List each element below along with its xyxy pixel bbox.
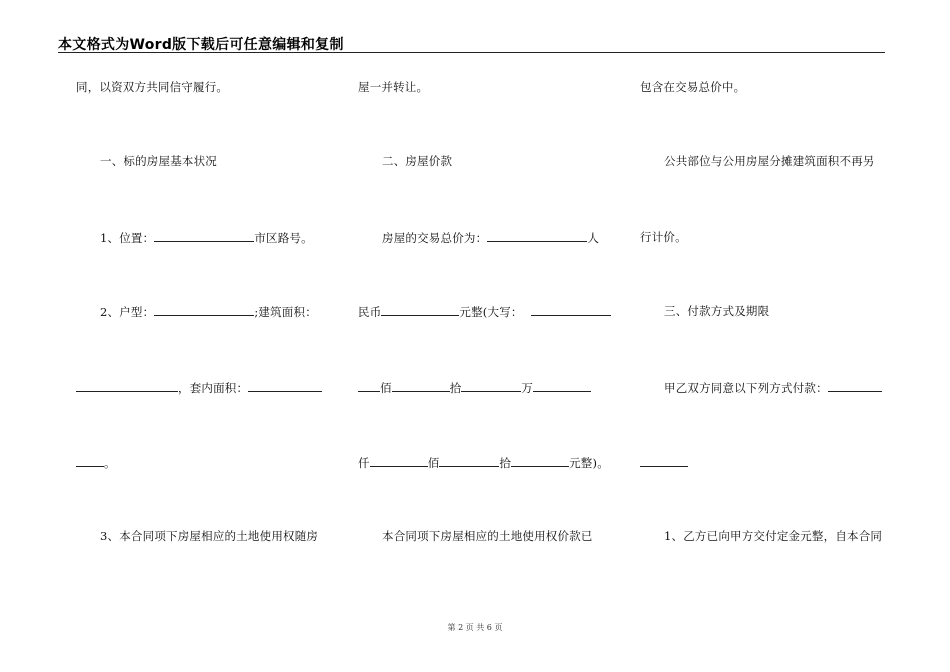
- middle-line-1: 屋一并转让。: [358, 80, 429, 94]
- position-label: 1、位置：: [100, 231, 155, 245]
- middle-line-6: [358, 455, 609, 470]
- capital-blank[interactable]: [531, 304, 611, 316]
- shi-label: 拾: [449, 381, 462, 395]
- layout-label: 2、户型：: [100, 305, 155, 319]
- area-label: ;建筑面积：: [254, 305, 317, 319]
- total-price-label: 房屋的交易总价为：: [382, 231, 488, 245]
- middle-line-7: 本合同项下房屋相应的土地使用权价款已: [382, 529, 593, 543]
- middle-line-3: [382, 230, 599, 245]
- qian-label: 仟: [358, 456, 370, 470]
- shi-blank[interactable]: [392, 380, 450, 392]
- layout-blank[interactable]: [154, 304, 254, 316]
- total-price-blank[interactable]: [487, 230, 587, 242]
- right-line-6: [640, 455, 688, 470]
- bai2-label: 佰: [427, 456, 440, 470]
- right-line-7: 1、乙方已向甲方交付定金元整，自本合同: [664, 529, 883, 543]
- middle-line-5: [358, 380, 591, 395]
- payment-method-blank[interactable]: [828, 380, 882, 392]
- rmb-label: 民币: [358, 305, 382, 319]
- right-line-1: 包含在交易总价中。: [640, 80, 746, 94]
- area-blank[interactable]: [76, 380, 178, 392]
- payment-method-blank-cont[interactable]: [640, 455, 688, 467]
- left-line-6-end: 。: [104, 456, 116, 470]
- capital-label: 元整(大写：: [459, 305, 523, 319]
- left-line-5: [76, 380, 322, 395]
- bai-label: 佰: [380, 381, 392, 395]
- header-title: 本文格式为Word版下载后可任意编辑和复制: [58, 37, 344, 53]
- wan-label: 万: [521, 381, 534, 395]
- left-line-6: [76, 455, 116, 470]
- yuan-label: 元整)。: [569, 456, 609, 470]
- yuan-blank[interactable]: [511, 455, 569, 467]
- capital-blank-cont[interactable]: [358, 380, 380, 392]
- shi2-label: 拾: [499, 456, 512, 470]
- middle-line-2: 二、房屋价款: [382, 154, 453, 168]
- middle-line-4: [358, 304, 611, 319]
- inner-area-blank-cont[interactable]: [76, 455, 104, 467]
- right-line-2: 公共部位与公用房屋分摊建筑面积不再另: [664, 154, 875, 168]
- qian-blank[interactable]: [533, 380, 591, 392]
- left-line-7: 3、本合同项下房屋相应的土地使用权随房: [100, 529, 319, 543]
- shi2-blank[interactable]: [439, 455, 499, 467]
- left-line-1: 同，以资双方共同信守履行。: [76, 80, 229, 94]
- right-line-3: 行计价。: [640, 230, 687, 244]
- page-header: [58, 34, 885, 53]
- rmb-amount-blank[interactable]: [381, 304, 459, 316]
- bai2-blank[interactable]: [370, 455, 428, 467]
- right-line-4: 三、付款方式及期限: [664, 304, 770, 318]
- position-suffix: 市区路号。: [254, 231, 313, 245]
- payment-method-label: 甲乙双方同意以下列方式付款：: [664, 381, 828, 395]
- total-price-suffix: 人: [587, 231, 600, 245]
- left-line-4: [100, 304, 317, 319]
- wan-blank[interactable]: [461, 380, 521, 392]
- position-blank[interactable]: [154, 230, 254, 242]
- left-line-3: [100, 230, 313, 245]
- inner-area-label: ，套内面积：: [178, 381, 249, 395]
- right-line-5: [664, 380, 882, 395]
- left-line-2: 一、标的房屋基本状况: [100, 154, 217, 168]
- inner-area-blank[interactable]: [248, 380, 322, 392]
- page-number: 第 2 页 共 6 页: [447, 623, 503, 632]
